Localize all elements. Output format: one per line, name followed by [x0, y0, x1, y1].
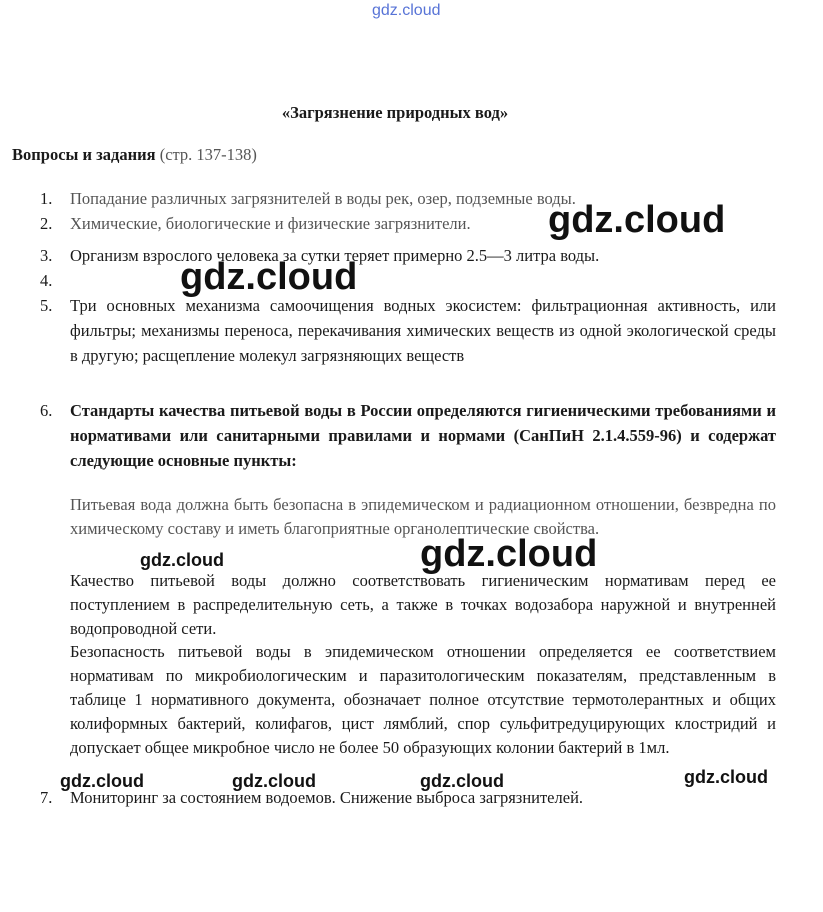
list-item-number: 3.: [40, 246, 53, 265]
list-item-number: 4.: [40, 271, 53, 290]
paragraph-quality: Качество питьевой воды должно соответствовать гигиеническим нормативам перед ее поступлением в распределительную сеть, а также в точках водозабора наружной и внутренней водопроводной сети.: [70, 571, 776, 638]
watermark-logo: gdz.cloud: [548, 199, 726, 241]
paragraph-safety: Питьевая вода должна быть безопасна в эпидемическом и радиационном отношении, безвредна по химическому составу и иметь благоприятные органолептические свойства.: [70, 495, 776, 538]
list-item-number: 5.: [40, 296, 53, 315]
list-item-number: 1.: [40, 189, 53, 208]
list-item-number: 7.: [40, 788, 53, 807]
watermark-logo: gdz.cloud: [232, 771, 316, 791]
section-heading-text: Вопросы и задания: [12, 145, 156, 164]
list-item-text: Три основных механизма самоочищения водных экосистем: фильтрационная активность, или фильтры; механизмы переноса, перекачивания химических веществ из одной экологической среды в другую; расщепление молекул загрязняющих веществ: [70, 296, 776, 365]
watermark-logo: gdz.cloud: [140, 550, 224, 570]
list-item-text: Попадание различных загрязнителей в воды рек, озер, подземные воды.: [70, 189, 576, 208]
list-item-text: Стандарты качества питьевой воды в России определяются гигиеническими требованиями и нормативами или санитарными правилами и нормами (СанПиН 2.1.4.559-96) и содержат следующие основные пункты:: [70, 401, 776, 470]
watermark-logo: gdz.cloud: [684, 767, 768, 787]
watermark-logo: gdz.cloud: [420, 771, 504, 791]
list-item-number: 6.: [40, 401, 53, 420]
paragraph-epidemic: Безопасность питьевой воды в эпидемическом отношении определяется ее соответствием нормативам по микробиологическим и паразитологическим показателям, представленным в таблице 1 нормативного документа, обозначает полное отсутствие термотолерантных и общих колиформных бактерий, колифагов, цист лямблий, спор сульфитредуцирующих клостридий и допускает общее микробное число не более 50 образующих колонии бактерий в 1мл.: [70, 642, 776, 757]
list-item-text: Организм взрослого человека за сутки теряет примерно 2.5—3 литра воды.: [70, 246, 600, 265]
list-item-text: Мониторинг за состоянием водоемов. Снижение выброса загрязнителей.: [70, 788, 584, 807]
list-item-number: 2.: [40, 214, 53, 233]
page-title: «Загрязнение природных вод»: [281, 103, 509, 122]
section-heading: [12, 145, 257, 165]
watermark-logo: gdz.cloud: [180, 256, 358, 298]
top-watermark-logo: gdz.cloud: [372, 2, 441, 19]
watermark-logo: gdz.cloud: [60, 771, 144, 791]
watermark-logo: gdz.cloud: [420, 533, 598, 575]
list-item-text: Химические, биологические и физические загрязнители.: [70, 214, 471, 233]
section-pages: (стр. 137-138): [159, 145, 257, 164]
